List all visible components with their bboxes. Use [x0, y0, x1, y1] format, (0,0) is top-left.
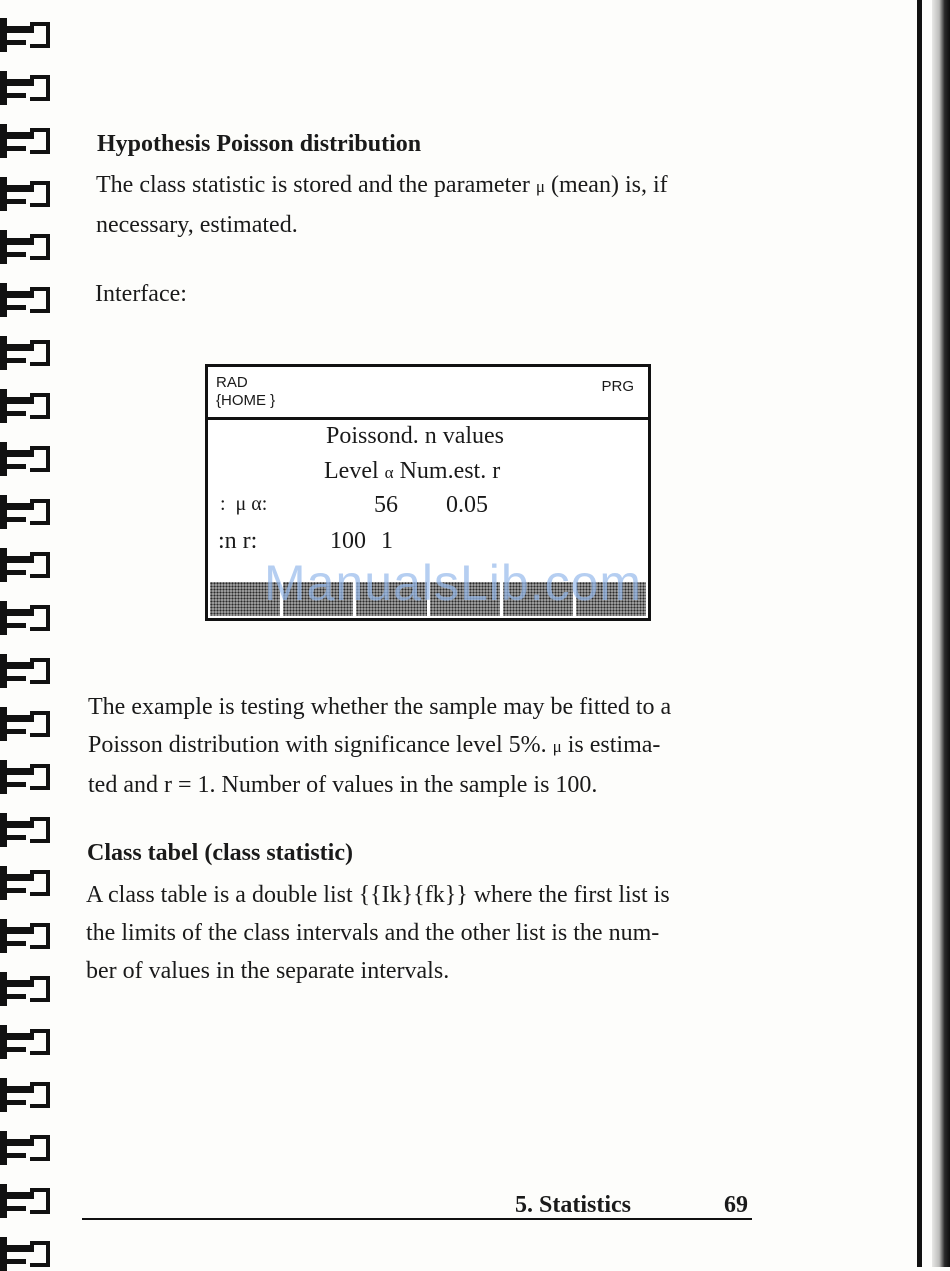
interface-label: Interface:	[95, 281, 187, 307]
binding-ring	[0, 1237, 52, 1271]
field-label-n-r: :n r:	[218, 528, 258, 554]
paragraph-line: ted and r = 1. Number of values in the sample is 100.	[88, 772, 598, 798]
binding-ring	[0, 124, 52, 158]
angle-mode: RAD	[216, 374, 248, 391]
binding-ring	[0, 760, 52, 794]
binding-ring	[0, 495, 52, 529]
footer-section-title: 5. Statistics	[515, 1192, 631, 1218]
paragraph-line: necessary, estimated.	[96, 212, 298, 238]
section-heading-class-table: Class tabel (class statistic)	[87, 840, 353, 866]
binding-ring	[0, 1078, 52, 1112]
paragraph-line: Poisson distribution with significance level 5%. μ is estima-	[88, 732, 661, 758]
paragraph-line: ber of values in the separate intervals.	[86, 958, 450, 984]
spiral-binding	[0, 0, 60, 1267]
field-value-r[interactable]: 1	[381, 528, 393, 554]
mu-symbol: μ	[552, 737, 562, 756]
paragraph-line: the limits of the class intervals and the other list is the num-	[86, 920, 660, 946]
binding-ring	[0, 283, 52, 317]
page-edge-line	[917, 0, 922, 1267]
binding-ring	[0, 1131, 52, 1165]
binding-ring	[0, 336, 52, 370]
binding-ring	[0, 230, 52, 264]
binding-ring	[0, 601, 52, 635]
field-value-n[interactable]: 100	[330, 528, 366, 554]
paragraph-line: The class statistic is stored and the parameter μ (mean) is, if	[96, 172, 668, 198]
binding-ring	[0, 1025, 52, 1059]
paragraph-line: The example is testing whether the sample may be fitted to a	[88, 694, 672, 720]
form-title-line-2: Level α Num.est. r	[324, 458, 501, 484]
binding-ring	[0, 442, 52, 476]
binding-ring	[0, 389, 52, 423]
binding-ring	[0, 71, 52, 105]
form-title-line-1: Poissond. n values	[326, 423, 505, 449]
binding-ring	[0, 177, 52, 211]
program-mode: PRG	[601, 378, 634, 395]
paragraph-line: A class table is a double list {{Ik}{fk}} where the first list is	[86, 882, 670, 908]
section-paragraph-class-table	[86, 876, 670, 990]
binding-ring	[0, 1184, 52, 1218]
page-edge-dark	[932, 0, 950, 1267]
footer-rule	[82, 1218, 752, 1220]
binding-ring	[0, 813, 52, 847]
binding-ring	[0, 548, 52, 582]
footer-page-number: 69	[724, 1192, 748, 1218]
binding-ring	[0, 707, 52, 741]
binding-ring	[0, 654, 52, 688]
binding-ring	[0, 866, 52, 900]
mu-symbol: μ	[535, 177, 545, 196]
binding-ring	[0, 919, 52, 953]
binding-ring	[0, 18, 52, 52]
section-heading-poisson: Hypothesis Poisson distribution	[97, 131, 422, 157]
binding-ring	[0, 972, 52, 1006]
section-paragraph-poisson	[96, 166, 668, 244]
screen-header	[208, 367, 648, 420]
example-paragraph	[88, 688, 671, 804]
page-edge-shadow	[914, 0, 950, 1267]
directory-path: {HOME }	[216, 392, 276, 409]
field-label-mu-alpha: : μ α:	[220, 493, 268, 515]
field-value-alpha[interactable]: 0.05	[446, 492, 488, 518]
alpha-symbol: α	[384, 463, 394, 482]
screen-status-left	[216, 374, 275, 410]
field-value-mu[interactable]: 56	[374, 492, 398, 518]
watermark: ManualsLib.com	[264, 555, 643, 611]
